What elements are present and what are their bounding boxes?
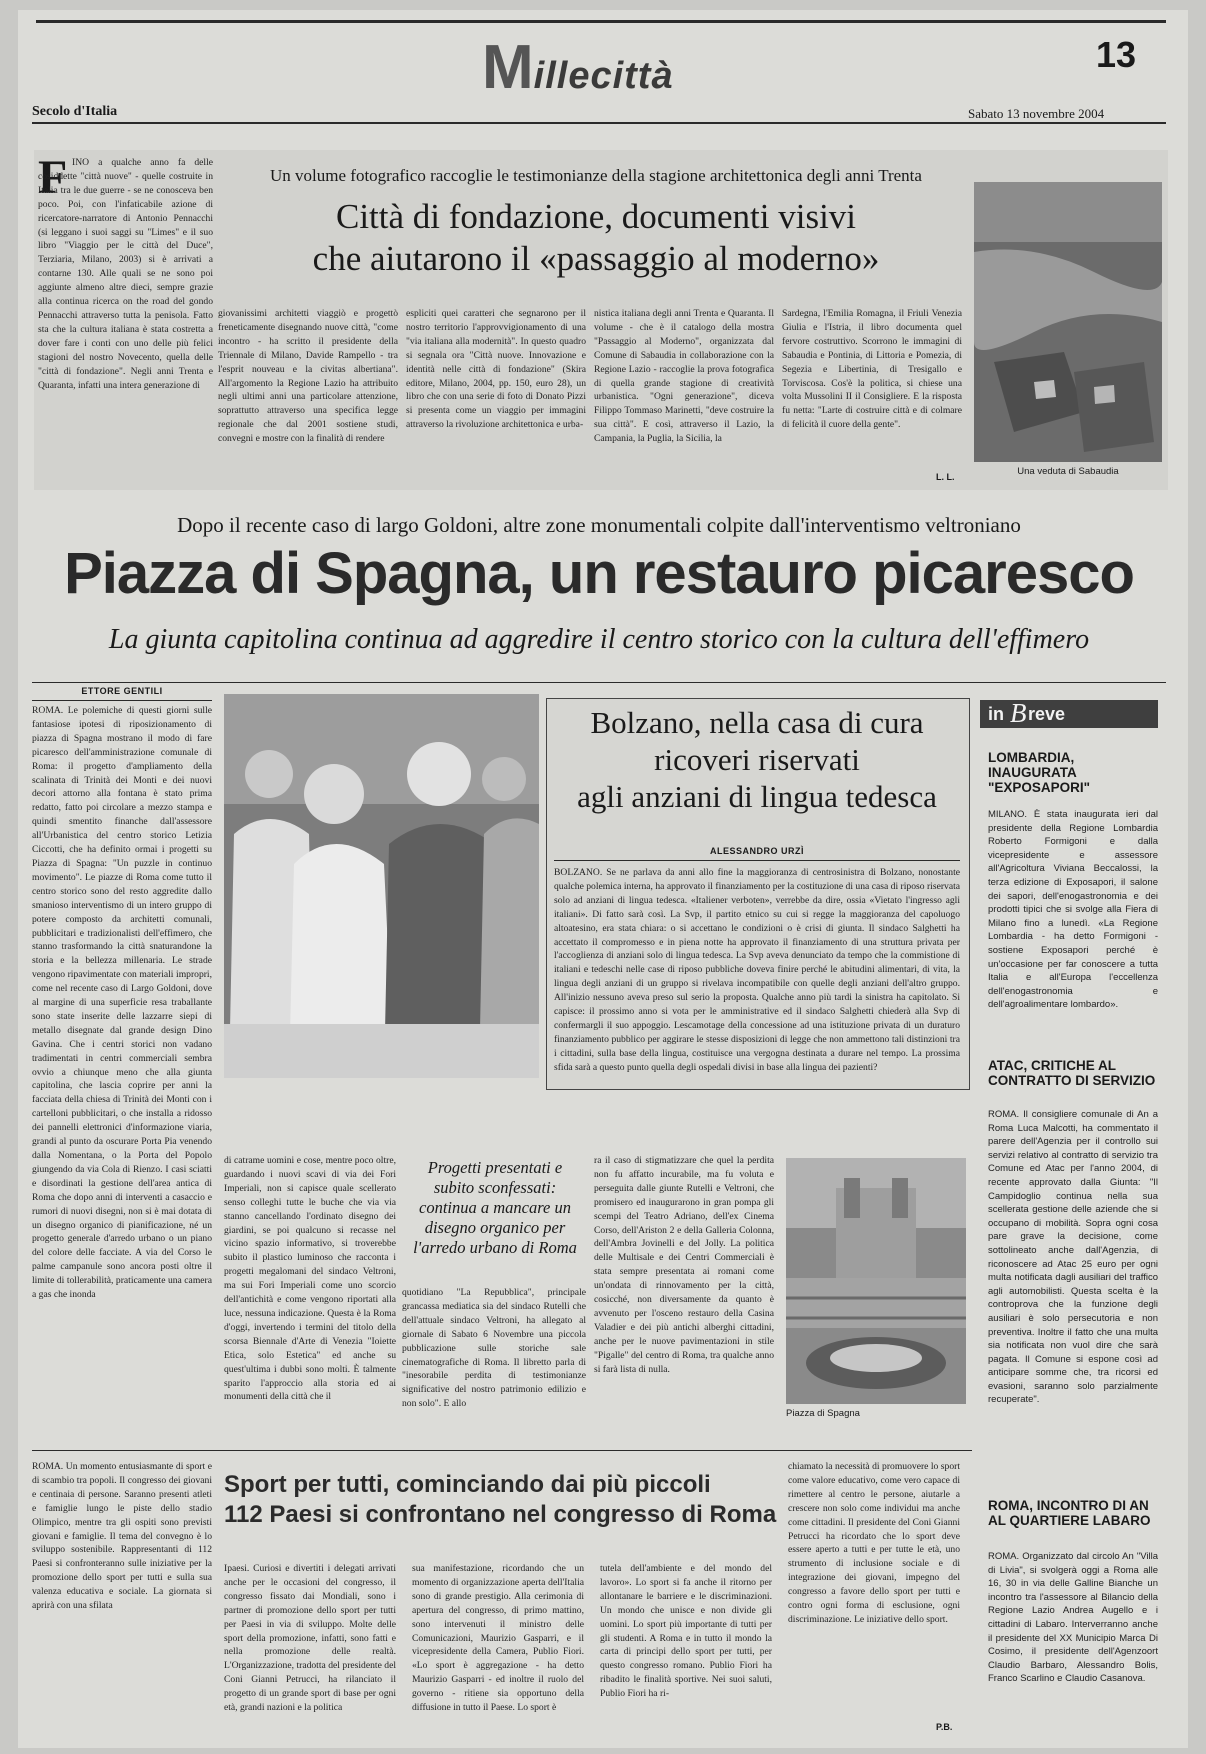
- brief-headline-1: LOMBARDIA, INAUGURATA "EXPOSAPORI": [988, 750, 1091, 795]
- section-masthead: [482, 32, 674, 103]
- issue-date: Sabato 13 novembre 2004: [968, 106, 1105, 121]
- main-article-col-b3: ra il caso di stigmatizzare che quel la perdita non fu affatto incurabile, ma fu voluta e perseguita dalle giunte Rutelli e Veltroni, che promisero ed inaugurarono in gran pompa gli scempi del Teatro Adriano, dell'ex Cinema Corso, dell'Ariston 2 e della Galleria Colonna, dell'Ambra Jovinelli e del Jolly. La politica delle Multisale e dei Centri Commerciali è stata sempre presentata ai romani come un'ondata di rinnovamento per la città, cosicché, non diversamente da quanto è avvenuto per l'osceno restauro della Casina Valadier e dei più antichi alberghi cittadini, anche per le nuove pavimentazioni in stile "Pigalle" del centro di Roma, tra qualche anno si farà lista di nulla.: [594, 1155, 774, 1375]
- header-rule: [32, 122, 1166, 124]
- sport-col3: tutela dell'ambiente e del mondo del lavoro». Lo sport si fa anche il ritorno per allontanare le barriere e le discriminazioni. Un mondo che unisce e non divide gli uomini. Lo sport più importante di tutti per gli studenti. A Roma e in tutto il mondo la carta di principi dello sport per tutti, per questo congresso romano. Publio Fiori ha ribadito le finalità sportive. Nei suoi saluti, Publio Fiori ha ri-: [600, 1563, 772, 1700]
- sport-col1: Ipaesi. Curiosi e divertiti i delegati arrivati anche per le occasioni del congresso, il congresso fissato dai Mondiali, sono i partner di promozione dello sport per tutti per Paesi in via di sviluppo. Molte delle sport della promozione, infatti, sono fatti e nella promozione delle realtà. L'Organizzazione, tradotta del presidente del Coni Gianni Petrucci, ha rilanciato il progetto di un grande sport di base per ogni età, grandi nazioni e la politica: [224, 1563, 396, 1714]
- top-article-kicker: Un volume fotografico raccoglie le testimonianze della stagione architettonica degli anni Trenta: [270, 166, 922, 185]
- main-article-kicker: Dopo il recente caso di largo Goldoni, altre zone monumentali colpite dall'interventismo veltroniano: [177, 513, 1021, 537]
- top-article-col2: giovanissimi architetti viaggiò e progettò freneticamente disegnando nuove città, "come incontro - ha scritto il presidente della Triennale di Milano, Davide Rampello - tra l'esprit nouveau e la civitas albertiana". All'argomento la Regione Lazio ha attribuito negli ultimi anni una particolare attenzione, soprattutto attraverso una specifica legge regionale che dal 2001 sostiene studi, convegni e mostre con la finalità di rendere: [218, 308, 398, 445]
- piazza-photo-art: [786, 1158, 966, 1404]
- sport-col-left: ROMA. Un momento entusiasmante di sport e di scambio tra popoli. Il congresso dei giovani e centinaia di persone. Saranno presenti atleti e famiglie lungo le piste dello stadio Olimpico, mentre tra gli ospiti sono previsti giovani e famiglie. Il tema del convegno è lo sviluppo sostenibile. Rappresentanti di 112 Paesi si confronteranno sulle iniziative per la promozione dello sport per tutti e sulla sua valenza educativa e sociale. La giornata si aprirà con una sfilata: [32, 1461, 212, 1612]
- brief-text-2: ROMA. Il consigliere comunale di An a Roma Luca Malcotti, ha commentato il parere dell'Agenzia per il controllo sui servizi relativo al contratto di servizio tra Comune ed Atac per l'anno 2004, di recente approvato dalla Giunta: "Il Campidoglio continua nella sua scellerata gestione delle aziende che si occupano di mobilità. Sopra ogni cosa pare grave la decisione, come sottolineato anche dall'Agenzia, di riconoscere ad Atac 25 euro per ogni multa notificata dagli ausiliari del traffico agli automobilisti. Questa scelta è la controprova che la funzione degli ausiliari è solo persecutoria e non preventiva. Inoltre il fatto che una multa sia notificata non vuol dire che sarà pagata. Il Comune si espone così ad anticipare somme che, tra ricorsi ed evasioni, saranno solo parzialmente recuperate".: [988, 1109, 1158, 1406]
- main-article-col-b1: di catrame uomini e cose, mentre poco oltre, guardando i nuovi scavi di via dei Fori Imperiali, non si capisce quale scellerato senso colleghi tutte le buche che via via stanno cancellando l'ordinato disegno dei giardini, se poi qualcuno si recasse nel vicino spazio informativo, si troverebbe subito il plastico luminoso che racconta i progetti megalomani del sindaco Veltroni, ma sui Fori Imperiali come uno scorcio dell'antichità e come vengono riportati alla luce, nessuna indicazione. Questa è la Roma d'oggi, invertendo i termini del titolo della scorsa Biennale d'Arte di Venezia "Ioiette Etica, solo Estetica" ed anche su quest'ultima i dubbi sono molti. È talmente sparito l'approccio alla storia ed ai monumenti della città che il: [224, 1155, 396, 1403]
- brief-text-1: MILANO. È stata inaugurata ieri dal presidente della Regione Lombardia Roberto Formigoni e dalla vicepresidente e assessore all'Agricoltura Viviana Beccalossi, la terza edizione di Exposapori, il salone dei sapori, dell'enogastronomia e dei prodotti tipici che si svolge alla Fiera di Milano fino a lunedì. «La Regione Lombardia - ha detto Formigoni - sostiene Exposapori perché è un'occasione per far conoscere a tutta Italia e all'Europa l'eccellenza dell'enogastronomia e dell'agroalimentare lombardo».: [988, 809, 1158, 1011]
- bolzano-byline: ALESSANDRO URZÌ: [709, 846, 804, 856]
- sabaudia-photo-art: [974, 182, 1162, 462]
- top-article-signature: L. L.: [936, 472, 955, 482]
- sabaudia-aerial-photo: [974, 182, 1162, 462]
- main-article-col-b2: quotidiano "La Repubblica", principale grancassa mediatica sia del sindaco Rutelli che dell'attuale sindaco Veltroni, ha allegato al giornale di Sabato 6 Novembre una piccola pubblicazione sulle storiche sale cinematografiche di Roma. Il libretto parla di "inesorabile perdita di testimonianze significative del nostro patrimonio edilizio e non solo". E allo: [402, 1287, 586, 1410]
- brief-headline-2: ATAC, CRITICHE AL CONTRATTO DI SERVIZIO: [988, 1058, 1156, 1088]
- in-breve-title: reve: [1028, 704, 1066, 724]
- main-article-rule: [32, 682, 1166, 683]
- in-breve-initial: B: [1010, 698, 1027, 728]
- newspaper-page: [18, 10, 1188, 1748]
- bolzano-byline-rule: [554, 860, 960, 861]
- brief-text-3: ROMA. Organizzato dal circolo An "Villa di Livia", si svolgerà oggi a Roma alle 16, 30 in via delle Galline Bianche un incontro tra l'assessore al Bilancio della Regione Lazio Andrea Augello e i cittadini di Labaro. Interverranno anche il presidente del XX Municipio Marca Di Cosimo, il presidente dell'Agenzoort Claudio Barbaro, Alessandro Bolis, Franco Scarlino e Claudio Casanova.: [988, 1551, 1158, 1685]
- sport-signature: P.B.: [936, 1722, 953, 1732]
- group-photo: [224, 694, 539, 1078]
- main-article-subheadline: La giunta capitolina continua ad aggredire il centro storico con la cultura dell'effimero: [108, 624, 1090, 655]
- top-article-col1: INO a qualche anno fa delle cosiddette "città nuove" - quelle costruite in Italia tra le due guerre - se ne conosceva ben poco. Poi, con l'infaticabile azione di ricercatore-narratore di Antonio Pennacchi (si leggano i suoi saggi su "Limes" e il suo libro "Viaggio per le città del Duce", Terziaria, Milano, 2003) si è arrivati a contarne 130. Alle quali se ne sono poi aggiunte almeno altre dieci, sempre grazie alla continua ricerca on the road del gondo Pennacchi attraverso tutta la penisola. Fatto sta che la cultura italiana è stata costretta a dover fare i conti con uno delle più felici stagioni del nostro Novecento, quella delle "città di fondazione". Negli anni Trenta e Quaranta, infatti una intera generazione di: [38, 157, 213, 391]
- top-article-headline: Città di fondazione, documenti visivi che aiutarono il «passaggio al moderno»: [312, 197, 880, 278]
- sport-col4: chiamato la necessità di promuovere lo sport come valore educativo, come vero capace di rimettere al centro le persone, aiutarle a crescere non solo come individui ma anche come cittadini. Il presidente del Coni Gianni Petrucci ha ricordato che lo sport deve essere aperto a tutti e per tutte le età, uno strumento di inclusione sociale e di integrazione dei giovani, impegno del congresso a favore dello sport per tutti e contro ogni forma di esclusione, ogni discriminazione. Le iniziative dello sport.: [788, 1461, 960, 1625]
- top-rule: [36, 20, 1166, 23]
- page-number: 13: [1096, 34, 1137, 75]
- piazza-di-spagna-photo: [786, 1158, 966, 1404]
- piazza-photo-caption: Piazza di Spagna: [786, 1408, 860, 1419]
- bolzano-body: BOLZANO. Se ne parlava da anni allo fine la maggioranza di centrosinistra di Bolzano, nonostante qualche polemica interna, ha approvato il finanziamento per la costituzione di una casa di riposo riservata solo ad anziani di lingua tedesca. «Italiener verboten», verrebbe da dire, ossia «Vietato l'ingresso agli italiani». Di fatto sarà così. La Svp, il partito etnico su cui si regge la maggioranza del capoluogo altoatesino, era stata chiara: o si accettano le condizioni o è crisi di giunta. Il sindaco Salghetti ha accettato il compromesso e in piena notte ha approvato il finanziamento di una struttura privata per l'accoglienza di anziani solo di lingua tedesca. La Svp aveva denunciato da tempo che la commistione di italiani e tedeschi nelle case di riposo pubbliche doveva finire perché le abitudini alimentari, di vita, la lingua degli anziani di un gruppo si rivelava incompatibile con quelle degli anziani dell'altro gruppo. All'inizio nessuno aveva preso sul serio la proposta. Qualche anno più tardi la sinistra ha capitolato. Si capisce: il prossimo anno si vota per le amministrative ed il sindaco Salghetti chiederà alla Svp di confermargli il suo appoggio. Lescamotage della concessione ad una istituzione privata di un duraturo finanziamento pubblico per aggirare le stesse disposizioni di legge che non ammettono tali distinzioni tra i cittadini, sulla base della lingua, costituisce una vergogna destinata a durare nel tempo. La prossima sfida sarà a questo punto quella degli ospedali divisi in base alla lingua dei pazienti?: [554, 867, 960, 1073]
- sport-col2: sua manifestazione, ricordando che un momento di organizzazione aperta dell'Italia sono di grande prestigio. Alla cerimonia di apertura del congresso, di primo mattino, sono intervenuti il ministro delle Comunicazioni, Maurizio Gasparri, e il vicepresidente della Camera, Publio Fiori. «Lo sport è aggregazione - ha detto Maurizio Gasparri - ed inoltre il ruolo del governo - ritiene sia opportuno della diffusione in tutto il Paese. Lo sport è: [412, 1563, 584, 1714]
- sport-headline: Sport per tutti, cominciando dai più piccoli 112 Paesi si confrontano nel congresso di Roma: [224, 1471, 777, 1528]
- section-initial: M: [482, 33, 534, 102]
- top-article-col5: Sardegna, l'Emilia Romagna, il Friuli Venezia Giulia e l'Istria, il libro documenta quel fervore costruttivo. Scorrono le immagini di Sabaudia e Pontinia, di Littoria e Pomezia, di Segezia e Libertinia, di Tresigallo e Torviscosa. Cos'è la politica, si chiese una volta Mussolini II il Consigliere. E la risposta fu netta: "Larte di costruire città e di colmare di felicità il cuore della gente".: [782, 308, 962, 431]
- sabaudia-photo-caption: Una veduta di Sabaudia: [1017, 466, 1119, 477]
- main-article-byline: ETTORE GENTILI: [81, 686, 163, 696]
- main-article-col-left: ROMA. Le polemiche di questi giorni sulle fantasiose ipotesi di riposizionamento di piazza di Spagna mostrano il modo di fare picaresco dell'amministrazione comunale di Roma: il progetto d'ampliamento della scalinata di Trinità dei Monti e dei nuovi decori attorno alla fontana è stato prima redatto, fatto poi circolare a mezzo stampa e quindi smentito finanche dall'assessore all'Urbanistica del centro storico Letizia Ciccotti, che ha definito ormai i progetti su Piazza di Spagna: "Un puzzle in continuo movimento". Le piazze di Roma come tutto il centro storico sono del resto aggredite dallo smanioso interventismo di un intero gruppo di potere composto da architetti comunali, pubblicitari e tradizionalisti dell'effimero, che stanno trasformando la città snaturandone la storia e la bellezza millenaria. Le strade vengono ripavimentate con materiali impropri, come nel recente caso di Largo Goldoni, dove al margine di una superficie resa traballante sono state inserite delle lazzarre siepi di metallo disegnate dal grande design Dino Gavina. Che i centri storici non vadano tradimentati in centri commerciali sembra ovvio a chiunque meno che alla giunta capitolina, che lascia coprire per anni la facciata della chiesa di Trinità dei Monti con i cartelloni pubblicitari, o che installa a ridosso dei pannelli elettronici d'informazione viaria, grandi al punto da oscurare Porta Pia venendo dalla Nomentana, o la Porta del Popolo giungendo da via Cola di Rienzo. I casi sciatti e disordinati la gestione dell'area antica di Roma che dopo anni di interventi a casaccio e rumori di nuovi disegni, non si è mai dotata di un disegno organico di pianificazione, né un progetto generale d'arredo urbano o un piano del colore delle facciate. A via del Corso le palme campanule sono ancora posti oltre il limite di tollerabilità, praticamente una camera a gas che inonda: [32, 705, 212, 1301]
- top-article-col4: nistica italiana degli anni Trenta e Quaranta. Il volume - che è il catalogo della mostra "Passaggio al Moderno", organizzata dal Comune di Sabaudia in collaborazione con la Regione Lazio - raccoglie la prova fotografica di quella grande stagione di creatività urbanistica. "Ogni generazione", diceva Filippo Tommaso Marinetti, "deve costruire la sua città". E così, attraverso il Lazio, la Campania, la Puglia, la Sicilia, la: [594, 308, 774, 445]
- byline-rule: [32, 700, 212, 701]
- brief-headline-3: ROMA, INCONTRO DI AN AL QUARTIERE LABARO: [988, 1498, 1151, 1528]
- section-title: illecittà: [533, 55, 674, 97]
- group-photo-art: [224, 694, 539, 1078]
- in-breve-prefix: in: [988, 704, 1004, 724]
- in-breve-banner: [980, 700, 1158, 728]
- main-article-pull-quote: Progetti presentati e subito sconfessati: continua a mancare un disegno organico per l'arredo urbano di Roma: [413, 1158, 577, 1257]
- dropcap: F: [38, 151, 68, 204]
- sport-top-rule: [32, 1450, 972, 1451]
- top-article-col3: espliciti quei caratteri che segnarono per il nostro territorio l'approvvigionamento di una "via italiana alla modernità". In questo quadro si segnala ora "Città nuove. Innovazione e identità nelle città di fondazione" (Skira editore, Milano, 2004, pp. 150, euro 28), un libro che con una serie di foto di Donato Pizzi si presenta come un viaggio per immagini attraverso la rivoluzione architettonica e urba-: [406, 308, 586, 431]
- main-article-headline: Piazza di Spagna, un restauro picaresco: [64, 541, 1134, 606]
- newspaper-name: Secolo d'Italia: [32, 104, 118, 119]
- bolzano-headline: Bolzano, nella casa di cura ricoveri riservati agli anziani di lingua tedesca: [577, 705, 937, 814]
